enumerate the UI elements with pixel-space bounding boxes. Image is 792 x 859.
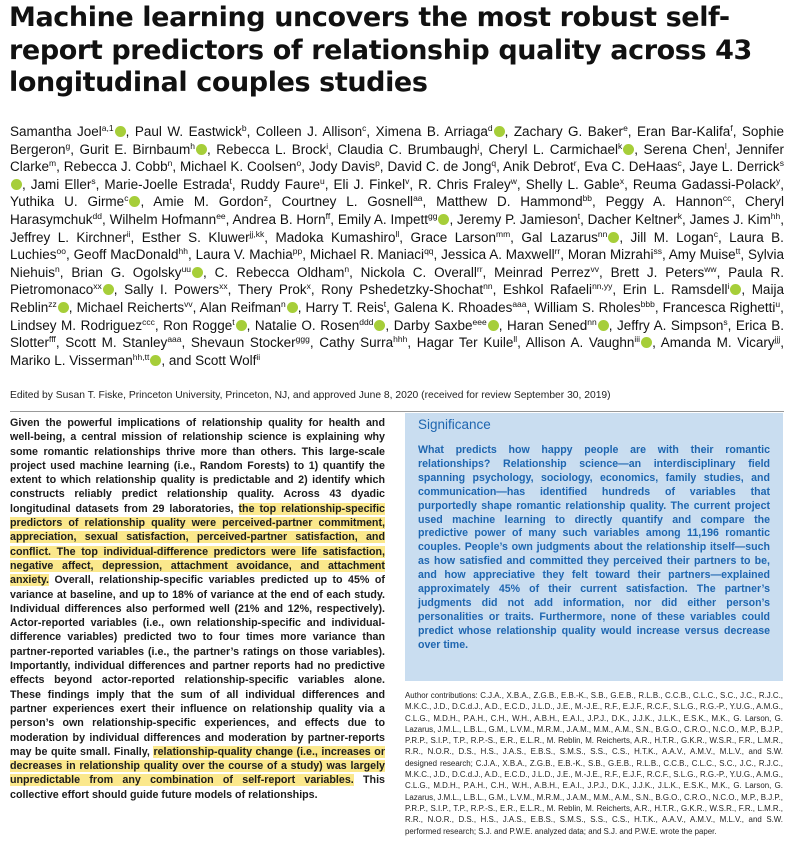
orcid-icon[interactable] xyxy=(374,320,385,331)
author-name[interactable]: Michael R. Maniaci xyxy=(309,247,425,263)
author-name[interactable]: Eran Bar-Kalifa xyxy=(637,124,731,139)
author-name[interactable]: Jeffry A. Simpson xyxy=(617,317,724,333)
orcid-icon[interactable] xyxy=(488,320,499,331)
author-name[interactable]: Eva C. DeHaas xyxy=(584,159,678,175)
affiliation-marker: m xyxy=(49,158,57,169)
affiliation-marker: x xyxy=(619,175,625,186)
affiliation-marker: i xyxy=(727,281,730,292)
affiliation-marker: w xyxy=(510,175,517,186)
abstract xyxy=(10,416,385,802)
author-name[interactable]: Geoff MacDonald xyxy=(73,247,179,263)
author-name[interactable]: Erin L. Ramsdell xyxy=(622,282,728,298)
author-name[interactable]: Francesca Righetti xyxy=(662,299,776,315)
significance-heading: Significance xyxy=(418,417,491,432)
author-name[interactable]: Dacher Keltner xyxy=(587,211,678,227)
author-name[interactable]: Reuma Gadassi-Polack xyxy=(632,176,776,192)
affiliation-marker: n xyxy=(344,263,350,274)
author-name[interactable]: Rebecca L. Brock xyxy=(216,141,327,157)
author-name[interactable]: Grace Larson xyxy=(410,229,496,245)
orcid-icon[interactable] xyxy=(623,144,634,155)
author-name[interactable]: Amanda M. Vicary xyxy=(660,335,775,351)
affiliation-marker: oo xyxy=(56,246,67,257)
affiliation-marker: ggg xyxy=(295,334,310,345)
author-name[interactable]: Michael Reicherts xyxy=(76,299,185,315)
author-name[interactable]: Matthew D. Hammond xyxy=(436,194,583,210)
affiliation-marker: a,1 xyxy=(101,123,114,133)
affiliation-marker: pp xyxy=(292,246,303,257)
affiliation-marker: ww xyxy=(704,263,717,274)
author-name[interactable]: Jennifer Clarke xyxy=(10,141,784,175)
author-name[interactable]: R. Chris Fraley xyxy=(418,176,511,192)
affiliation-marker: rr xyxy=(554,246,561,257)
author-name[interactable]: Amie M. Gordon xyxy=(153,194,264,210)
author-name[interactable]: Colleen J. Allison xyxy=(255,124,363,139)
affiliation-marker: u xyxy=(319,175,325,186)
affiliation-marker: c xyxy=(362,123,367,133)
affiliation-marker: i xyxy=(326,140,329,151)
affiliation-marker: ll xyxy=(513,334,518,345)
author-contributions: Author contributions: C.J.A., X.B.A., Z.G.B., E.B.-K., S.B., G.E.B., R.L.B., C.C.B., C.L.C., S.C., J.C., R.J.C., M.K.C., J.D., D.C.d.J., A.D., E.C.D., J.L.D., J.E., M.-J.E., R.F., E.J.F., R.C.F., S.L.G., R.G.-P., Y.U.G., A.M.G., C.L.G., M.D.H., P.A.H., C.H., W.H., A.B.H., E.A.I., J.P.J., D.K., J.J.K., J.L.K., E.S.K., M.K., G. Larson, G. Lazarus, J.M.L., L.B.L., G.M., L.V.M., M.R.M., J.A.M., M.M., A.M., S.N., B.G.O., C.R.O., N.C.O., M.P., B.J.P., P.R.P., S.I.P., T.P., R.P.-S., E.R., E.L.R., M. Reblin, M. Reicherts, A.R., H.T.R., G.K.R., W.S.R., F.R., L.M.R., R.R., N.O.R., D.S., H.S., J.A.S., E.B.S., S.M.S., S.S., C.S., H.T.K., A.A.V., A.M.V., M.L.V., and S.W. designed research; C.J.A., X.B.A., Z.G.B., E.B.-K., S.B., G.E.B., R.L.B., C.C.B., C.L.C., S.C., J.C., R.J.C., M.K.C., J.D., D.C.d.J., A.D., E.C.D., J.L.D., J.E., M.-J.E., R.F., E.J.F., R.C.F., S.L.G., R.G.-P., Y.U.G., A.M.G., C.L.G., M.D.H., P.A.H., C.H., W.H., A.B.H., E.A.I., J.P.J., D.K., J.J.K., J.L.K., E.S.K., M.K., G. Larson, G. Lazarus, J.M.L., L.B.L., G.M., L.V.M., M.R.M., J.A.M., M.M., A.M., S.N., B.G.O., C.R.O., N.C.O., M.P., B.J.P., P.R.P., S.I.P., T.P., R.P.-S., E.R., E.L.R., M. Reblin, M. Reicherts, A.R., H.T.R., G.K.R., W.S.R., F.R., L.M.R., R.R., N.O.R., D.S., H.S., J.A.S., E.B.S., S.M.S., S.S., C.S., H.T.K., A.A.V., A.M.V., M.L.V., and S.W. performed research; S.J. and P.W.E. analyzed data; and S.J. and P.W.E. wrote the paper. xyxy=(405,691,783,836)
author-name[interactable]: Hagar Ter Kuile xyxy=(416,335,514,351)
affiliation-marker: c xyxy=(677,158,682,169)
affiliation-marker: b xyxy=(241,123,247,133)
author-name[interactable]: Jody Davis xyxy=(308,159,376,175)
author-name[interactable]: Jill M. Logan xyxy=(630,229,714,245)
author-name[interactable]: Paul W. Eastwick xyxy=(134,124,242,139)
author-name[interactable]: Cathy Surra xyxy=(319,335,394,351)
orcid-icon[interactable] xyxy=(58,302,69,313)
affiliation-marker: hh,tt xyxy=(132,351,150,362)
abstract-text: Overall, relationship-specific variables predicted up to 45% of variance at baseline, and up to 18% of variance at the end of each study. Individual differences also performed well (21% and 12%, respectively). Actor-reported variables (i.e., own relationship-specific and individual-difference variables) predicted two to four times more variance than partner-reported variables (i.e., the partner’s ratings on those variables). Importantly, individual differences and partner reports had no predictive effects beyond actor-reported relationship-specific variables alone. These findings imply that the sum of all individual differences and partner experiences exert their influence on relationship quality via a person’s own relationship-specific experiences, and effects due to moderation by individual differences and moderation by partner-reports may be quite small. Finally, xyxy=(10,574,385,758)
affiliation-marker: s xyxy=(723,316,728,327)
author-name[interactable]: C. Rebecca Oldham xyxy=(214,264,345,280)
affiliation-marker: dd xyxy=(92,210,102,221)
affiliation-marker: hh xyxy=(178,246,188,257)
author-name[interactable]: Peggy A. Hannon xyxy=(605,194,723,210)
affiliation-marker: nn xyxy=(483,281,493,292)
author-name[interactable]: Ruddy Faure xyxy=(240,176,320,192)
author-name[interactable]: Natalie O. Rosen xyxy=(254,317,360,333)
author-name[interactable]: Sally I. Powers xyxy=(124,282,220,298)
affiliation-marker: h xyxy=(190,140,195,151)
affiliation-marker: u xyxy=(775,298,781,309)
affiliation-marker: ii xyxy=(126,228,131,239)
author-name[interactable]: Brett J. Peters xyxy=(610,264,705,280)
affiliation-marker: ddd xyxy=(359,316,374,327)
author-name[interactable]: Laura V. Machia xyxy=(195,247,293,263)
author-name[interactable]: Serena Chen xyxy=(643,141,725,157)
author-name[interactable]: Madoka Kumashiro xyxy=(275,229,396,245)
affiliation-marker: c xyxy=(124,193,129,204)
affiliation-marker: q xyxy=(491,158,497,169)
affiliation-marker: hhh xyxy=(393,334,408,345)
affiliation-marker: jj,kk xyxy=(249,228,265,239)
orcid-icon[interactable] xyxy=(598,320,609,331)
author-name[interactable]: Thery Prok xyxy=(237,282,307,298)
affiliation-marker: n xyxy=(55,263,60,274)
affiliation-marker: tt xyxy=(735,246,741,257)
affiliation-marker: vv xyxy=(590,263,599,274)
affiliation-marker: x xyxy=(306,281,311,292)
author-name[interactable]: James J. Kim xyxy=(689,211,771,227)
author-name[interactable]: Haran Sened xyxy=(506,317,588,333)
author-name[interactable]: William S. Rholes xyxy=(534,299,641,315)
author-name[interactable]: Sophie Bergeron xyxy=(10,124,784,157)
author-name[interactable]: Galena K. Rhoades xyxy=(393,299,513,315)
author-name[interactable]: Jami Eller xyxy=(30,176,92,192)
affiliation-marker: qq xyxy=(424,246,434,257)
orcid-icon[interactable] xyxy=(11,179,22,190)
affiliation-marker: ee xyxy=(216,210,226,221)
affiliation-marker: aaa xyxy=(512,298,527,309)
author-name[interactable]: Rebecca J. Cobb xyxy=(63,159,168,175)
author-list: Samantha Joel$^{a,1}$ , Paul W. Eastwick$^b$, Colleen J. Allison$^c$, Ximena B. Arriaga$^d$ , Zachary G. Baker$^e$, Eran Bar-Kalifa$^f$, Sophie Bergeron$^g$, Gurit E. Birnbaum$^h$ , Rebecca L. Brock$^i$, Claudia C. Brumbaugh$^j$, Cheryl L. Carmichael$^k$ , Serena Chen$^l$, Jennifer Clarke$^m$, Rebecca J. Cobb$^n$, Michael K. Coolsen$^o$, Jody Davis$^p$, David C. de Jong$^q$, Anik Debrot$^r$, Eva C. DeHaas$^c$, Jaye L. Derrick$^s$, Jami Eller$^s$, Marie-Joelle Estrada$^t$, Ruddy Faure$^u$, Eli J. Finkel$^v$, R. Chris Fraley$^w$, Shelly L. Gable$^x$, Reuma Gadassi-Polack$^y$, Yuthika U. Girme$^c$ , Amie M. Gordon$^z$, Courtney L. Gosnell$^{aa}$, Matthew D. Hammond$^{bb}$, Peggy A. Hannon$^{cc}$, Cheryl Harasymchuk$^{dd}$, Wilhelm Hofmann$^{ee}$, Andrea B. Horn$^{ff}$, Emily A. Impett$^{gg}$ , Jeremy P. Jamieson$^t$, Dacher Keltner$^k$, James J. Kim$^{hh}$, Jeffrey L. Kirchner$^{ii}$, Esther S. Kluwer$^{jj,kk}$, Madoka Kumashiro$^{ll}$, Grace Larson$^{mm}$, Gal Lazarus$^{nn}$ , Jill M. Logan$^c$, Laura B. Luchies$^{oo}$, Geoff MacDonald$^{hh}$, Laura V. Machia$^{pp}$, Michael R. Maniaci$^{qq}$, Jessica A. Maxwell$^{rr}$, Moran Mizrahi$^{ss}$, Amy Muise$^{tt}$, Sylvia Niehuis$^n$, Brian G. Ogolsky$^{uu}$ , C. Rebecca Oldham$^n$, Nickola C. Overall$^{rr}$, Meinrad Perrez$^{vv}$, Brett J. Peters$^{ww}$, Paula R. Pietromonaco$^{xx}$ , Sally I. Powers$^{xx}$, Thery Prok$^x$, Rony Pshedetzky-Shochat$^{nn}$, Eshkol Rafaeli$^{nn,yy}$, Erin L. Ramsdell$^i$ , Maija Reblin$^{zz}$ , Michael Reicherts$^{vv}$, Alan Reifman$^n$ , Harry T. Reis$^t$, Galena K. Rhoades$^{aaa}$, William S. Rholes$^{bbb}$, Francesca Righetti$^u$, Lindsey M. Rodriguez$^{ccc}$, Ron Rogge$^t$ , Natalie O. Rosen$^{ddd}$ , Darby Saxbe$^{eee}$ , Haran Sened$^{nn}$ , Jeffry A. Simpson$^s$, Erica B. Slotter$^{fff}$, Scott M. Stanley$^{aaa}$, Shevaun Stocker$^{ggg}$, Cathy Surra$^{hhh}$, Hagar Ter Kuile$^{ll}$, Allison A. Vaughn$^{iii}$ , Amanda M. Vicary$^{jjj}$, Mariko L. Visserman$^{hh,tt}$ , and Scott Wolf$^{ii}$ xyxy=(10,123,785,368)
author-name[interactable]: Rony Pshedetzky-Shochat xyxy=(321,282,484,298)
orcid-icon[interactable] xyxy=(494,126,505,137)
affiliation-marker: t xyxy=(232,316,235,327)
author-name[interactable]: Eli J. Finkel xyxy=(333,176,406,192)
author-name[interactable]: Amy Muise xyxy=(668,247,736,263)
author-name[interactable]: Ximena B. Arriaga xyxy=(375,124,488,139)
author-name[interactable]: Samantha Joel xyxy=(10,124,102,139)
affiliation-marker: s xyxy=(91,175,96,186)
author-name[interactable]: David C. de Jong xyxy=(387,159,492,175)
author-name[interactable]: Erica B. Slotter xyxy=(10,317,784,351)
affiliation-marker: r xyxy=(573,158,577,169)
author-name[interactable]: Sylvia Niehuis xyxy=(10,247,784,280)
author-name[interactable]: Moran Mizrahi xyxy=(567,247,654,263)
affiliation-marker: fff xyxy=(49,334,56,345)
affiliation-marker: e xyxy=(623,123,628,133)
affiliation-marker: t xyxy=(383,298,387,309)
affiliation-marker: rr xyxy=(476,263,483,274)
affiliation-marker: gg xyxy=(427,210,438,221)
author-name[interactable]: Cheryl L. Carmichael xyxy=(488,141,619,157)
orcid-icon[interactable] xyxy=(129,196,140,207)
affiliation-marker: nn,yy xyxy=(592,281,613,292)
affiliation-marker: eee xyxy=(472,316,487,327)
edited-by-line: Edited by Susan T. Fiske, Princeton University, Princeton, NJ, and approved June 8, 2020 (received for review September 30, 2019) xyxy=(10,390,611,401)
affiliation-marker: aa xyxy=(413,193,423,204)
affiliation-marker: xx xyxy=(219,281,228,292)
author-name[interactable]: Cheryl Harasymchuk xyxy=(10,194,784,227)
affiliation-marker: f xyxy=(730,123,733,133)
orcid-icon[interactable] xyxy=(438,214,449,225)
orcid-icon[interactable] xyxy=(150,355,161,366)
author-name[interactable]: Scott M. Stanley xyxy=(65,335,168,351)
author-name[interactable]: Esther S. Kluwer xyxy=(141,229,250,245)
author-name[interactable]: Lindsey M. Rodriguez xyxy=(10,317,143,333)
affiliation-marker: bbb xyxy=(640,298,655,309)
affiliation-marker: nn xyxy=(587,316,597,327)
orcid-icon[interactable] xyxy=(236,320,247,331)
author-name[interactable]: Paula R. Pietromonaco xyxy=(10,264,785,298)
significance-box xyxy=(405,413,783,681)
author-name[interactable]: Jessica A. Maxwell xyxy=(441,247,555,263)
abstract-highlight: the top relationship-specific predictors of relationship quality were perceived-partner commitment, appreciation, sexual satisfaction, perceived-partner satisfaction, and conflict. The top individual-difference predictors were life satisfaction, negative affect, depression, attachment avoidance, and attachment anxiety. xyxy=(10,502,385,587)
author-name[interactable]: Gal Lazarus xyxy=(521,229,598,245)
affiliation-marker: nn xyxy=(597,228,608,239)
author-name[interactable]: Meinrad Perrez xyxy=(494,264,591,280)
author-name[interactable]: Jeremy P. Jamieson xyxy=(457,211,578,227)
orcid-icon[interactable] xyxy=(196,144,207,155)
affiliation-marker: y xyxy=(775,175,781,186)
author-name[interactable]: Yuthika U. Girme xyxy=(10,194,125,210)
author-name[interactable]: Darby Saxbe xyxy=(393,317,473,333)
affiliation-marker: ss xyxy=(653,246,662,257)
affiliation-marker: iii xyxy=(634,334,641,345)
affiliation-marker: z xyxy=(263,193,268,204)
author-name[interactable]: Scott Wolf xyxy=(195,352,257,368)
author-name[interactable]: Harry T. Reis xyxy=(305,299,384,315)
author-name[interactable]: Eshkol Rafaeli xyxy=(502,282,593,298)
affiliation-marker: vv xyxy=(184,298,193,309)
author-name[interactable]: Shevaun Stocker xyxy=(190,335,296,351)
affiliation-marker: c xyxy=(713,228,718,239)
author-name[interactable]: Brian G. Ogolsky xyxy=(71,264,182,280)
author-name[interactable]: Nickola C. Overall xyxy=(360,264,477,280)
author-name[interactable]: Andrea B. Horn xyxy=(232,211,326,227)
affiliation-marker: n xyxy=(167,158,173,169)
affiliation-marker: uu xyxy=(181,263,192,274)
affiliation-marker: s xyxy=(779,158,784,169)
affiliation-marker: v xyxy=(405,175,410,186)
affiliation-marker: g xyxy=(65,140,71,151)
affiliation-marker: n xyxy=(280,298,286,309)
orcid-icon[interactable] xyxy=(730,284,741,295)
author-name[interactable]: Emily A. Impett xyxy=(337,211,428,227)
author-name[interactable]: Claudia C. Brumbaugh xyxy=(337,141,478,157)
divider xyxy=(10,411,784,412)
orcid-icon[interactable] xyxy=(287,302,298,313)
affiliation-marker: k xyxy=(618,140,623,151)
affiliation-marker: k xyxy=(677,210,683,221)
author-name[interactable]: Shelly L. Gable xyxy=(525,176,620,192)
author-name[interactable]: Marie-Joelle Estrada xyxy=(104,176,230,192)
affiliation-marker: ll xyxy=(395,228,400,239)
author-name[interactable]: Michael K. Coolsen xyxy=(179,159,297,175)
affiliation-marker: hh xyxy=(770,210,781,221)
affiliation-marker: jjj xyxy=(774,334,781,345)
author-name[interactable]: Mariko L. Visserman xyxy=(10,352,133,368)
orcid-icon[interactable] xyxy=(641,337,652,348)
affiliation-marker: mm xyxy=(495,228,511,239)
abstract-highlight: relationship-quality change (i.e., increases or decreases in relationship quality over the course of a study) was largely unpredictable from any combination of self-report variables. xyxy=(10,745,385,787)
abstract-text: Given the powerful implications of relationship quality for health and well-being, a central mission of relationship science is explaining why some romantic relationships thrive more than others. This large-scale project used machine learning (i.e., Random Forests) to 1) quantify the extent to which relationship quality is predictable and 2) identify which constructs reliably predict relationship quality. Across 43 dyadic longitudinal datasets from 29 laboratories, xyxy=(10,417,385,515)
affiliation-marker: xx xyxy=(93,281,102,292)
author-name[interactable]: Ron Rogge xyxy=(163,317,233,333)
author-name[interactable]: Jaye L. Derrick xyxy=(689,159,780,175)
author-name[interactable]: Allison A. Vaughn xyxy=(525,335,635,351)
orcid-icon[interactable] xyxy=(115,126,126,137)
affiliation-marker: d xyxy=(487,123,493,133)
orcid-icon[interactable] xyxy=(608,232,619,243)
article-title: Machine learning uncovers the most robust self-report predictors of relationship quality across 43 longitudinal couples studies xyxy=(9,2,752,98)
affiliation-marker: l xyxy=(724,140,727,151)
author-name[interactable]: Courtney L. Gosnell xyxy=(281,194,414,210)
affiliation-marker: cc xyxy=(722,193,732,204)
affiliation-marker: t xyxy=(229,175,232,186)
author-name[interactable]: Jeffrey L. Kirchner xyxy=(10,229,127,245)
author-name[interactable]: Maija Reblin xyxy=(10,282,784,315)
author-name[interactable]: Alan Reifman xyxy=(199,299,281,315)
abstract-text: This collective effort should guide future models of relationships. xyxy=(10,774,385,801)
author-name[interactable]: Wilhelm Hofmann xyxy=(109,211,217,227)
significance-text: What predicts how happy people are with their romantic relationships? Relationship science—an interdisciplinary field spanning psychology, sociology, economics, family studies, and communication—has identified hundreds of variables that purportedly shape romantic relationship quality. The current project used machine learning to directly quantify and compare the predictive power of many such variables among 11,196 romantic couples. People’s own judgments about the relationship itself—such as how satisfied and committed they perceived their partners to be, and how appreciative they felt toward their partners—explained approximately 45% of their current satisfaction. The partner’s judgments did not add information, nor did either person’s personalities or traits. Furthermore, none of these variables could predict whose relationship quality would increase versus decrease over time. xyxy=(418,444,770,651)
author-name[interactable]: Zachary G. Baker xyxy=(513,124,624,139)
affiliation-marker: ccc xyxy=(142,316,155,327)
author-name[interactable]: Laura B. Luchies xyxy=(10,229,784,263)
affiliation-marker: t xyxy=(577,210,581,221)
affiliation-marker: bb xyxy=(582,193,593,204)
orcid-icon[interactable] xyxy=(192,267,203,278)
affiliation-marker: aaa xyxy=(167,334,182,345)
affiliation-marker: p xyxy=(375,158,380,169)
affiliation-marker: o xyxy=(296,158,302,169)
orcid-icon[interactable] xyxy=(103,284,114,295)
affiliation-marker: zz xyxy=(48,298,57,309)
affiliation-marker: j xyxy=(477,140,480,151)
affiliation-marker: ff xyxy=(325,210,331,221)
affiliation-marker: ii xyxy=(256,351,261,362)
author-name[interactable]: Anik Debrot xyxy=(503,159,574,175)
author-name[interactable]: Gurit E. Birnbaum xyxy=(79,141,191,157)
